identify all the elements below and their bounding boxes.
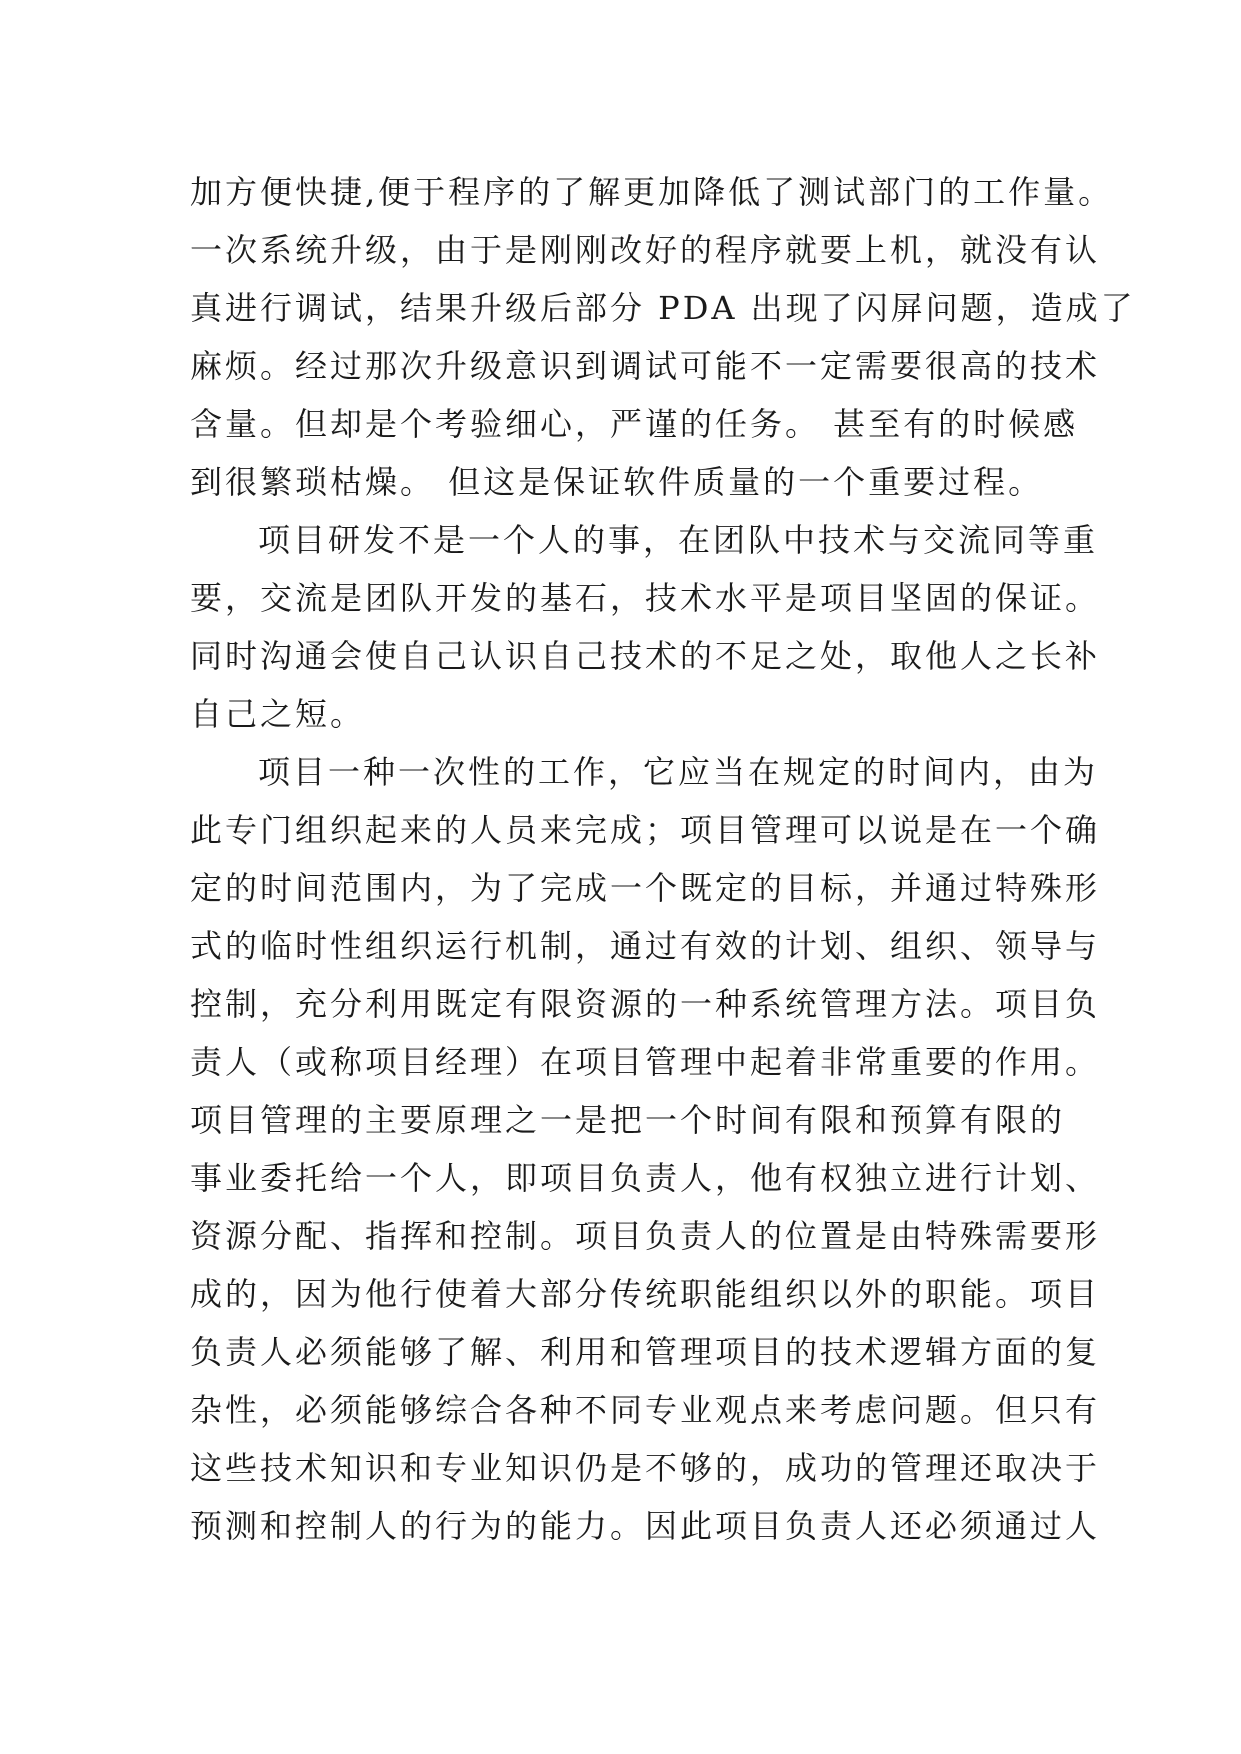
- text-line: 资源分配、指挥和控制。项目负责人的位置是由特殊需要形: [190, 1217, 1101, 1255]
- text-line: 自己之短。: [190, 695, 366, 733]
- text-line: 责人（或称项目经理）在项目管理中起着非常重要的作用。: [190, 1043, 1101, 1081]
- text-line: 定的时间范围内，为了完成一个既定的目标，并通过特殊形: [190, 869, 1101, 907]
- text-line: 此专门组织起来的人员来完成；项目管理可以说是在一个确: [190, 811, 1101, 849]
- text-line: 含量。但却是个考验细心，严谨的任务。 甚至有的时候感: [190, 405, 1079, 443]
- body-text: [190, 163, 1136, 1555]
- text-line: 到很繁琐枯燥。 但这是保证软件质量的一个重要过程。: [190, 463, 1044, 501]
- text-line: 要，交流是团队开发的基石，技术水平是项目坚固的保证。: [190, 579, 1101, 617]
- text-line: 事业委托给一个人，即项目负责人，他有权独立进行计划、: [190, 1159, 1101, 1197]
- text-line: 控制，充分利用既定有限资源的一种系统管理方法。项目负: [190, 985, 1101, 1023]
- text-line: 这些技术知识和专业知识仍是不够的，成功的管理还取决于: [190, 1449, 1101, 1487]
- text-line: 真进行调试，结果升级后部分 PDA 出现了闪屏问题，造成了: [190, 289, 1136, 327]
- text-line: 负责人必须能够了解、利用和管理项目的技术逻辑方面的复: [190, 1333, 1101, 1371]
- text-line: 成的，因为他行使着大部分传统职能组织以外的职能。项目: [190, 1275, 1101, 1313]
- text-line: 加方便快捷,便于程序的了解更加降低了测试部门的工作量。: [190, 173, 1114, 211]
- text-line: 麻烦。经过那次升级意识到调试可能不一定需要很高的技术: [190, 347, 1101, 385]
- text-line: 项目一种一次性的工作，它应当在规定的时间内，由为: [258, 753, 1099, 791]
- text-line: 项目管理的主要原理之一是把一个时间有限和预算有限的: [190, 1101, 1066, 1139]
- text-line: 项目研发不是一个人的事，在团队中技术与交流同等重: [258, 521, 1099, 559]
- text-line: 一次系统升级，由于是刚刚改好的程序就要上机，就没有认: [190, 231, 1101, 269]
- text-line: 预测和控制人的行为的能力。因此项目负责人还必须通过人: [190, 1507, 1101, 1545]
- text-line: 杂性，必须能够综合各种不同专业观点来考虑问题。但只有: [190, 1391, 1101, 1429]
- text-line: 同时沟通会使自己认识自己技术的不足之处，取他人之长补: [190, 637, 1101, 675]
- text-line: 式的临时性组织运行机制，通过有效的计划、组织、领导与: [190, 927, 1101, 965]
